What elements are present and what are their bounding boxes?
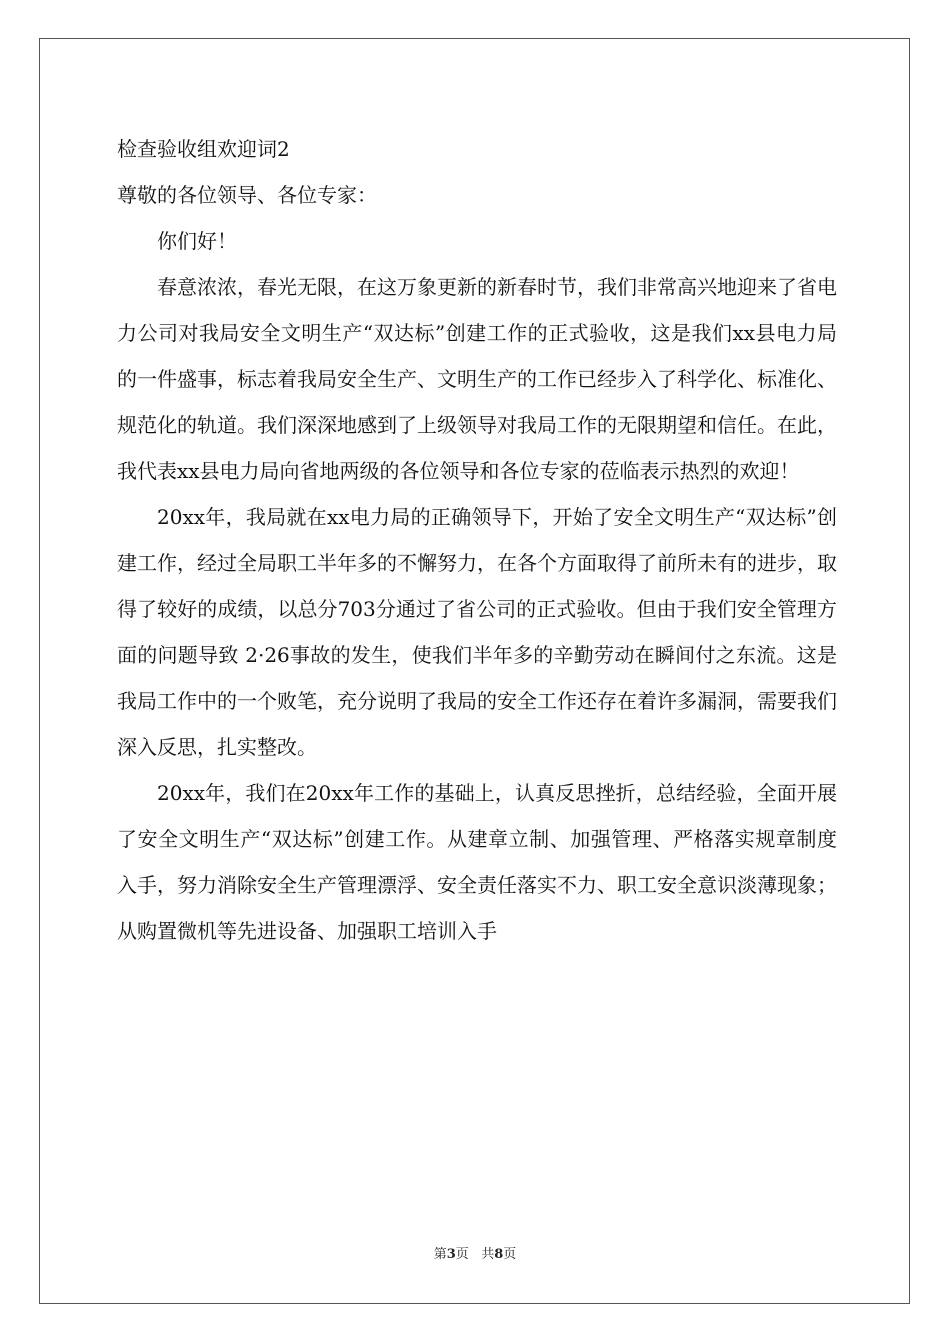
current-page-number: 3 (446, 1247, 456, 1262)
salutation: 尊敬的各位领导、各位专家： (117, 183, 377, 207)
page-suffix: 页 (455, 1247, 469, 1262)
paragraph-2: 20xx年，我局就在xx电力局的正确领导下，开始了安全文明生产“双达标”创建工作，经过全局职工半年多的不懈努力，在各个方面取得了前所未有的进步，取得了较好的成绩，以总分703分通过了省公司的正式验收。但由于我们安全管理方面的问题导致 2·26事故的发生，使我们半年多的辛勤劳动在瞬间付之东流。这是我局工作中的一个败笔，充分说明了我局的安全工作还存在着许多漏洞，需要我们深入反思，扎实整改。 (117, 505, 837, 759)
greeting: 你们好！ (157, 229, 237, 253)
total-prefix: 共 (481, 1247, 495, 1262)
paragraph-1: 春意浓浓，春光无限，在这万象更新的新春时节，我们非常高兴地迎来了省电力公司对我局安全文明生产“双达标”创建工作的正式验收，这是我们xx县电力局的一件盛事，标志着我局安全生产、文明生产的工作已经步入了科学化、标准化、规范化的轨道。我们深深地感到了上级领导对我局工作的无限期望和信任。在此，我代表xx县电力局向省地两级的各位领导和各位专家的莅临表示热烈的欢迎！ (117, 275, 837, 483)
document-body (117, 126, 837, 954)
page-footer (0, 1246, 950, 1264)
total-suffix: 页 (503, 1247, 517, 1262)
document-title: 检查验收组欢迎词2 (117, 137, 290, 161)
page-prefix: 第 (433, 1247, 447, 1262)
paragraph-3: 20xx年，我们在20xx年工作的基础上，认真反思挫折，总结经验，全面开展了安全文明生产“双达标”创建工作。从建章立制、加强管理、严格落实规章制度入手，努力消除安全生产管理漂浮、安全责任落实不力、职工安全意识淡薄现象；从购置微机等先进设备、加强职工培训入手 (117, 781, 837, 943)
total-pages-number: 8 (494, 1247, 504, 1262)
